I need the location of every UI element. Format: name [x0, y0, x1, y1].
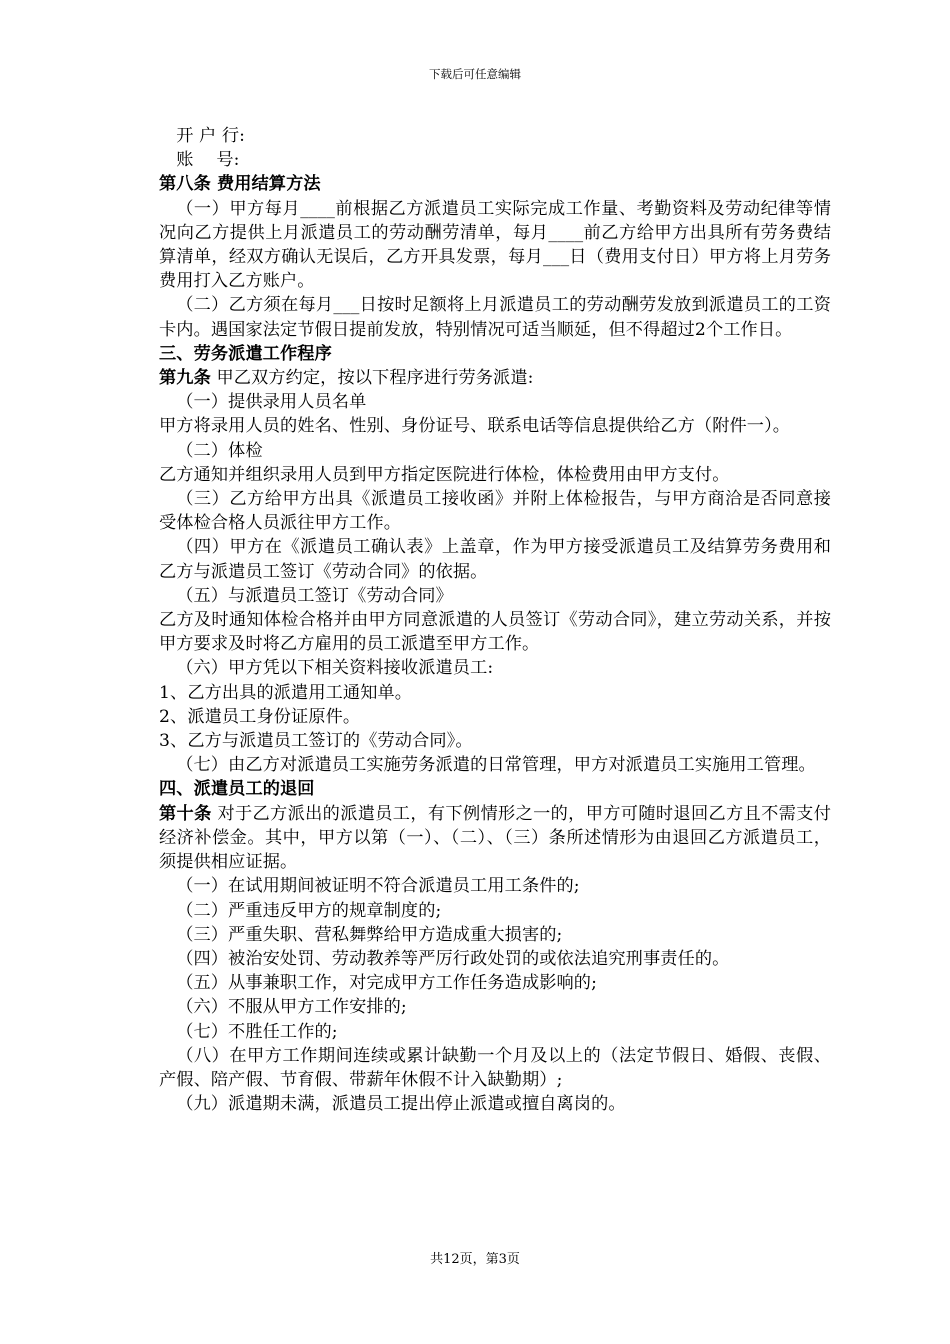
paragraph-text: （一）在试用期间被证明不符合派遣员工用工条件的; [176, 876, 580, 897]
paragraph-text: 甲乙双方约定，按以下程序进行劳务派遣: [210, 368, 534, 389]
paragraph-text: （一）提供录用人员名单 [176, 392, 367, 413]
paragraph-l05 [159, 293, 831, 341]
paragraph-l17 [159, 681, 831, 705]
paragraph-text: 3、乙方与派遣员工签订的《劳动合同》。 [159, 731, 473, 752]
paragraph-text: （三）严重失职、营私舞弊给甲方造成重大损害的; [176, 924, 563, 945]
bold-heading: 第九条 [159, 368, 211, 389]
paragraph-text: 对于乙方派出的派遣员工，有下例情形之一的，甲方可随时退回乙方且不需支付经济补偿金。其中，甲方以第（一）、（二）、（三）条所述情形为由退回乙方派遣员工，须提供相应证据。 [159, 803, 831, 873]
paragraph-text: （五）与派遣员工签订《劳动合同》 [176, 585, 453, 606]
paragraph-text: （三）乙方给甲方出具《派遣员工接收函》并附上体检报告，与甲方商洽是否同意接受体检合格人员派往甲方工作。 [159, 489, 831, 534]
paragraph-l13 [159, 535, 831, 583]
paragraph-text: 乙方通知并组织录用人员到甲方指定医院进行体检，体检费用由甲方支付。 [159, 464, 730, 485]
paragraph-l15 [159, 608, 831, 656]
paragraph-l26 [159, 947, 831, 971]
paragraph-text: （一）甲方每月____前根据乙方派遣员工实际完成工作量、考勤资料及劳动纪律等情况向乙方提供上月派遣员工的劳动酬劳清单，每月____前乙方给甲方出具所有劳务费结算清单，经双方确认无误后，乙方开具发票，每月___日（费用支付日）甲方将上月劳务费用打入乙方账户。 [159, 198, 831, 292]
paragraph-text: （七）由乙方对派遣员工实施劳务派遣的日常管理，甲方对派遣员工实施用工管理。 [176, 755, 816, 776]
paragraph-l31 [159, 1092, 831, 1116]
paragraph-l11 [159, 463, 831, 487]
paragraph-l29 [159, 1020, 831, 1044]
paragraph-text: 2、派遣员工身份证原件。 [159, 706, 361, 727]
paragraph-text: （四）甲方在《派遣员工确认表》上盖章，作为甲方接受派遣员工及结算劳务费用和乙方与派遣员工签订《劳动合同》的依据。 [159, 537, 831, 582]
paragraph-l09 [159, 414, 831, 438]
paragraph-text: 甲方将录用人员的姓名、性别、身份证号、联系电话等信息提供给乙方（附件一）。 [159, 416, 791, 437]
paragraph-l14 [159, 584, 831, 608]
paragraph-text: （八）在甲方工作期间连续或累计缺勤一个月及以上的（法定节假日、婚假、丧假、产假、陪产假、节育假、带薪年休假不计入缺勤期）; [159, 1045, 831, 1090]
paragraph-text: 账 号: [176, 150, 240, 171]
paragraph-text: 开 户 行: [176, 126, 246, 146]
paragraph-text: （九）派遣期未满，派遣员工提出停止派遣或擅自离岗的。 [176, 1094, 626, 1115]
paragraph-text: （二）严重违反甲方的规章制度的; [176, 900, 442, 921]
paragraph-l30 [159, 1044, 831, 1092]
paragraph-text: （二）乙方须在每月___日按时足额将上月派遣员工的劳动酬劳发放到派遣员工的工资卡内。遇国家法定节假日提前发放，特别情况可适当顺延，但不得超过2个工作日。 [159, 295, 831, 340]
page-footer: 共12页，第3页 [430, 1252, 520, 1267]
bold-heading: 三、劳务派遣工作程序 [159, 343, 332, 364]
paragraph-l12 [159, 487, 831, 535]
paragraph-l10 [159, 439, 831, 463]
paragraph-text: （二）体检 [176, 440, 263, 461]
paragraph-text: 乙方及时通知体检合格并由甲方同意派遣的人员签订《劳动合同》，建立劳动关系，并按甲方要求及时将乙方雇用的员工派遣至甲方工作。 [159, 610, 831, 655]
paragraph-l22 [159, 802, 831, 875]
paragraph-l25 [159, 923, 831, 947]
paragraph-l23 [159, 874, 831, 898]
bold-heading: 四、派遣员工的退回 [159, 779, 315, 800]
paragraph-l01 [159, 124, 831, 148]
paragraph-text: （五）从事兼职工作，对完成甲方工作任务造成影响的; [176, 973, 597, 994]
paragraph-text: （六）不服从甲方工作安排的; [176, 997, 407, 1018]
page-header: 下载后可任意编辑 [429, 67, 521, 81]
paragraph-l21 [159, 777, 831, 801]
paragraph-l04 [159, 197, 831, 294]
document-body [159, 124, 831, 1116]
paragraph-l24 [159, 899, 831, 923]
paragraph-l02 [159, 148, 831, 172]
paragraph-l19 [159, 729, 831, 753]
bold-heading: 第十条 [159, 803, 212, 824]
paragraph-l07 [159, 366, 831, 390]
paragraph-l28 [159, 995, 831, 1019]
paragraph-l27 [159, 971, 831, 995]
paragraph-text: （七）不胜任工作的; [176, 1021, 338, 1042]
paragraph-l20 [159, 753, 831, 777]
paragraph-l08 [159, 390, 831, 414]
paragraph-text: 1、乙方出具的派遣用工通知单。 [159, 682, 413, 703]
paragraph-l18 [159, 705, 831, 729]
paragraph-text: （四）被治安处罚、劳动教养等严厉行政处罚的或依法追究刑事责任的。 [176, 948, 730, 969]
paragraph-l06 [159, 342, 831, 366]
paragraph-text: （六）甲方凭以下相关资料接收派遣员工: [176, 658, 494, 679]
paragraph-l16 [159, 656, 831, 680]
paragraph-l03 [159, 172, 831, 196]
bold-heading: 第八条 费用结算方法 [159, 174, 321, 195]
